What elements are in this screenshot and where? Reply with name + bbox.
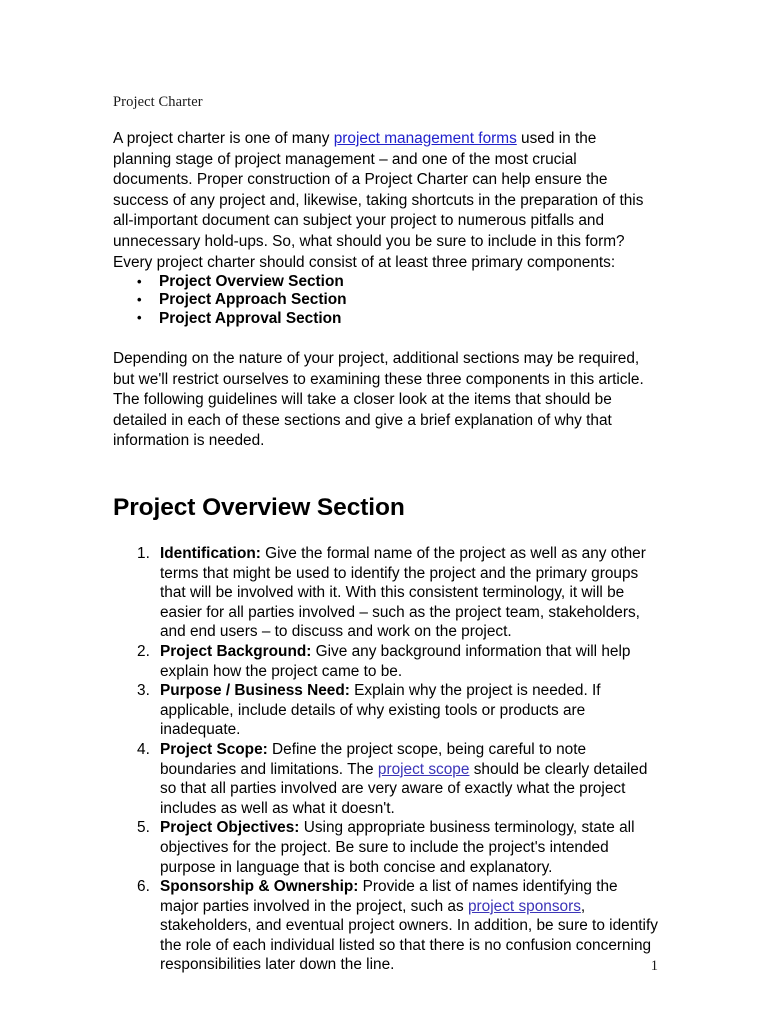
document-header-title: Project Charter [113,94,203,110]
item-lead-label: Project Objectives: [160,819,300,837]
document-body [113,94,658,975]
component-label: Project Overview Section [159,273,344,291]
item-body-text-before-link: Define the project scope, being careful to note boundaries and limitations. The [160,740,587,778]
list-item [113,681,658,740]
item-lead-label: Purpose / Business Need: [160,682,350,700]
item-body-text: Give any background information that will help explain how the project came to be. [160,642,631,680]
primary-components-list [113,273,658,328]
component-label: Project Approval Section [159,309,342,327]
project-scope-link[interactable]: project scope [377,760,470,778]
item-lead-label: Project Background: [160,642,312,660]
list-item [113,642,658,681]
item-body-text: Explain why the project is needed. If applicable, include details of why existing tools or products are inadequate. [160,682,601,739]
item-lead-label: Identification: [160,545,261,563]
item-body-text-before-link: Provide a list of names identifying the major parties involved in the project, such as [160,878,618,915]
page-number: 1 [650,958,658,974]
list-item [113,818,658,877]
intro-paragraph-1-text-after-link: used in the planning stage of project management – and one of the most crucial documents. Proper construction of a Project Charter can help ensure the success of any project and, likewise, taking shortcuts in the preparation of this all-important document can subject your project to numerous pitfalls and unnecessary hold-ups. So, what should you be sure to include in this form? [113,130,644,250]
list-item [113,291,658,309]
item-body-text-after-link: should be clearly detailed so that all parties involved are very aware of exactly what the project includes as well as what it doesn't. [160,760,648,817]
spacer [113,452,658,493]
list-item [113,740,658,818]
depends-paragraph: Depending on the nature of your project, additional sections may be required, but we'll restrict ourselves to examining these three components in this article. The following guidelines will take a closer look at the items that should be detailed in each of these sections and give a brief explanation of why that information is needed. [113,350,644,450]
intro-paragraph-1 [113,129,658,253]
list-item [113,273,658,291]
list-item [113,544,658,642]
component-label: Project Approach Section [159,291,347,309]
spacer [113,328,658,349]
project-management-forms-link[interactable]: project management forms [333,130,517,147]
project-sponsors-link[interactable]: project sponsors [467,897,581,915]
overview-items-list [113,544,658,975]
item-body-text: Using appropriate business terminology, state all objectives for the project. Be sure to include the project's intended purpose in language that is both concise and explanatory. [160,819,635,876]
item-lead-label: Project Scope: [160,740,268,758]
spacer [113,522,658,544]
item-body-text: Give the formal name of the project as well as any other terms that might be used to identify the project and the primary groups that will be involved with it. With this consistent terminology, it will be easier for all parties involved – such as the project team, stakeholders, and end users – to discuss and work on the project. [160,545,646,641]
page-title: Project Overview Section [113,494,405,522]
item-body-text-after-link: , stakeholders, and eventual project owners. In addition, be sure to identify the role of each individual listed so that there is no confusion concerning responsibilities later down the line. [160,897,658,974]
intro-paragraph-1-text-before-link: A project charter is one of many [113,130,334,147]
intro-paragraph-2: Every project charter should consist of at least three primary components: [113,253,616,271]
item-lead-label: Sponsorship & Ownership: [160,878,359,896]
list-item [113,310,658,328]
